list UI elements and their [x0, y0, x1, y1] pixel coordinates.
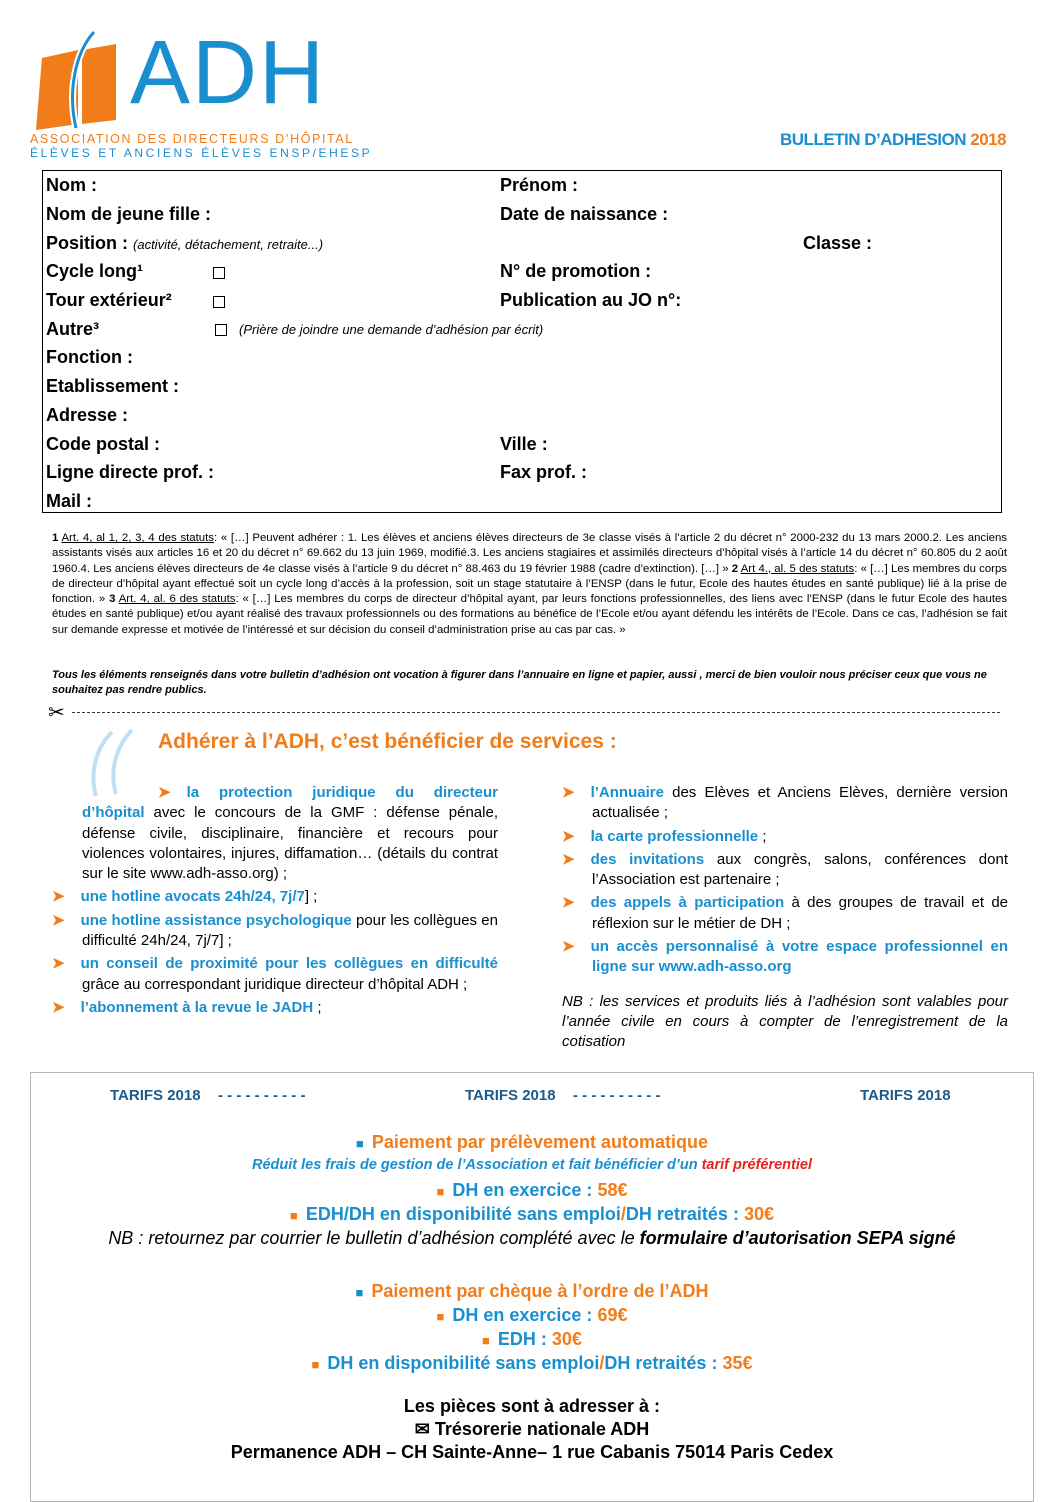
service-item: ➤ la protection juridique du directeur d’hôpital avec le concours de la GMF : défense pénale, défense civile, disciplinaire, financière et recours pour violences volontaires, injures, diffamation… (détails du contrat sur le site www.adh-asso.org) ; — [82, 784, 498, 883]
service-item: ➤ un accès personnalisé à votre espace professionnel en ligne sur www.adh-asso.org — [562, 938, 1008, 976]
cheque-disp-price: ■ DH en disponibilité sans emploi/DH retraités : 35€ — [311, 1353, 753, 1373]
services-right-column — [562, 783, 1008, 1053]
cheque-dh-price: ■ DH en exercice : 69€ — [436, 1305, 628, 1325]
mail-field[interactable]: Mail : — [46, 491, 93, 511]
code-postal-field[interactable]: Code postal : — [46, 434, 161, 454]
envelope-icon: ✉ — [414, 1419, 430, 1439]
classe-field[interactable]: Classe : — [803, 233, 873, 253]
prelevement-dh-price: ■ DH en exercice : 58€ — [436, 1180, 628, 1200]
logo-subtitle: ASSOCIATION DES DIRECTEURS D’HÔPITAL — [30, 132, 354, 146]
fonction-field[interactable]: Fonction : — [46, 347, 133, 367]
pieces-label: Les pièces sont à adresser à : — [403, 1396, 661, 1416]
logo-text: ADH — [130, 23, 327, 123]
cheque-title: ■ Paiement par chèque à l’ordre de l’ADH — [355, 1281, 709, 1301]
statut-ref-1: Art. 4, al 1, 2, 3, 4 des statuts — [61, 532, 214, 544]
service-item: ➤ la carte professionnelle ; — [562, 827, 767, 845]
service-item: ➤ une hotline assistance psychologique pour les collègues en difficulté 24h/24, 7j/7] ; — [52, 911, 498, 950]
position-field[interactable]: Position : (activité, détachement, retraite...) — [46, 233, 324, 253]
fax-field[interactable]: Fax prof. : — [500, 462, 588, 482]
autre-hint: (Prière de joindre une demande d’adhésion par écrit) — [239, 322, 544, 337]
service-item: ➤ une hotline avocats 24h/24, 7j/7] ; — [52, 888, 318, 906]
adh-logo-mark-icon — [24, 24, 134, 134]
service-item: ➤ des invitations aux congrès, salons, conférences dont l’Association est partenaire ; — [562, 850, 1008, 889]
tarifs-dashes-1: - - - - - - - - - - — [218, 1087, 306, 1104]
ligne-directe-field[interactable]: Ligne directe prof. : — [46, 462, 215, 482]
adresse-field[interactable]: Adresse : — [46, 405, 129, 425]
autre-label: Autre³ — [46, 319, 99, 339]
prelevement-note: Réduit les frais de gestion de l’Association et fait bénéficier d’un tarif préférentiel — [251, 1157, 812, 1173]
tarifs-dashes-2: - - - - - - - - - - — [573, 1087, 661, 1104]
privacy-warning: Tous les éléments renseignés dans votre bulletin d’adhésion ont vocation à figurer dans l’annuaire en ligne et papier, aussi , merci de bien vouloir nous préciser ceux que vous ne souhaitez pas rendre publics. — [52, 669, 987, 696]
etablissement-field[interactable]: Etablissement : — [46, 376, 180, 396]
autre-checkbox[interactable] — [215, 324, 227, 336]
membership-form — [42, 170, 1002, 513]
publication-jo-field[interactable]: Publication au JO n°: — [500, 290, 682, 310]
promotion-field[interactable]: N° de promotion : — [500, 261, 652, 281]
service-item: ➤ l’Annuaire des Elèves et Anciens Elèves, dernière version actualisée ; — [562, 784, 1008, 822]
nom-field[interactable]: Nom : — [46, 175, 97, 195]
tarifs-header-1: TARIFS 2018 — [110, 1087, 201, 1104]
prelevement-title: ■ Paiement par prélèvement automatique — [356, 1132, 708, 1152]
cheque-edh-price: ■ EDH : 30€ — [482, 1329, 582, 1349]
logo-subtitle-2: ÉLÈVES ET ANCIENS ÉLÈVES ENSP/EHESP — [30, 146, 373, 160]
cycle-long-checkbox[interactable] — [213, 267, 225, 279]
service-item: ➤ un conseil de proximité pour les collègues en difficulté grâce au correspondant juridique directeur d’hôpital ADH ; — [52, 955, 498, 993]
services-nb: NB : les services et produits liés à l’adhésion sont valables pour l’année civile en cours à compter de l’enregistrement de la cotisation — [562, 992, 1008, 1051]
nb-sepa: NB : retournez par courrier le bulletin d’adhésion complété avec le formulaire d’autorisation SEPA signé — [108, 1228, 956, 1248]
statuts-footnotes: 1 Art. 4, al 1, 2, 3, 4 des statuts: « […] Peuvent adhérer : 1. Les élèves et anciens élèves directeurs de 3e classe visés à l’article 2 du décret n° 2000-232 du 13 mars 2000.2. Les anciens assistants visés aux articles 16 et 20 du décret n° 69.662 du 13 juin 1969, modifié.3. Les anciens stagiaires et assimilés directeurs d’hôpital visés à l’article 14 du décret n° 60.805 du 2 août 1960.4. Les anciens élèves directeurs de 4e classe visés à l’article 9 du décret n° 88.463 du 19 février 1988 (cadre d’extinction). […] » 2 Art 4., al. 5 des statuts: « […] Les membres du corps de directeur d’hôpital ayant effectué soit un cycle long d’accès à la profession, soit un stage statutaire à l’ENSP (dans le futur, Ecole des hautes études en santé publique) lié à la prise de fonction. » 3 Art. 4, al. 6 des statuts: « […] Les membres du corps de directeur d’hôpital ayant, par leurs fonctions professionnelles, des liens avec l’ENSP (dans le futur Ecole des hautes études en santé publique) et/ou ayant réalisé des travaux professionnels ou des formations au bénéfice de l’Ecole et/ou ayant défendu les intérêts de l’Ecole. Dans ce cas, l’adhésion se fait sur demande expresse et motivée de l’intéressé et sur décision du conseil d’administration prise au cas par cas. » — [52, 532, 1008, 636]
date-naissance-field[interactable]: Date de naissance : — [500, 204, 669, 224]
tarifs-header-2: TARIFS 2018 — [465, 1087, 556, 1104]
service-item: ➤ des appels à participation à des groupes de travail et de réflexion sur le métier de DH ; — [562, 894, 1008, 932]
services-left-column — [52, 783, 498, 1021]
tarifs-header-3: TARIFS 2018 — [860, 1087, 951, 1104]
statut-ref-2: Art 4., al. 5 des statuts — [740, 562, 855, 575]
tour-exterieur-checkbox[interactable] — [213, 296, 225, 308]
service-item: ➤ l’abonnement à la revue le JADH ; — [52, 998, 322, 1016]
bulletin-title: BULLETIN D’ADHESION 2018 — [780, 130, 1007, 149]
scissors-icon: ✂ — [48, 702, 65, 724]
ville-field[interactable]: Ville : — [500, 434, 548, 454]
tour-exterieur-label: Tour extérieur² — [46, 290, 172, 310]
postal-address: Permanence ADH – CH Sainte-Anne– 1 rue Cabanis 75014 Paris Cedex — [230, 1442, 834, 1462]
cut-line — [72, 712, 1000, 713]
cycle-long-label: Cycle long¹ — [46, 261, 144, 281]
prelevement-edh-price: ■ EDH/DH en disponibilité sans emploi/DH retraités : 30€ — [289, 1204, 775, 1224]
tresorerie-line: ✉ Trésorerie nationale ADH — [414, 1419, 650, 1439]
nom-jeune-fille-field[interactable]: Nom de jeune fille : — [46, 204, 212, 224]
services-title: Adhérer à l’ADH, c’est bénéficier de services : — [158, 730, 617, 753]
prenom-field[interactable]: Prénom : — [500, 175, 579, 195]
statut-ref-3: Art. 4, al. 6 des statuts — [118, 593, 236, 606]
